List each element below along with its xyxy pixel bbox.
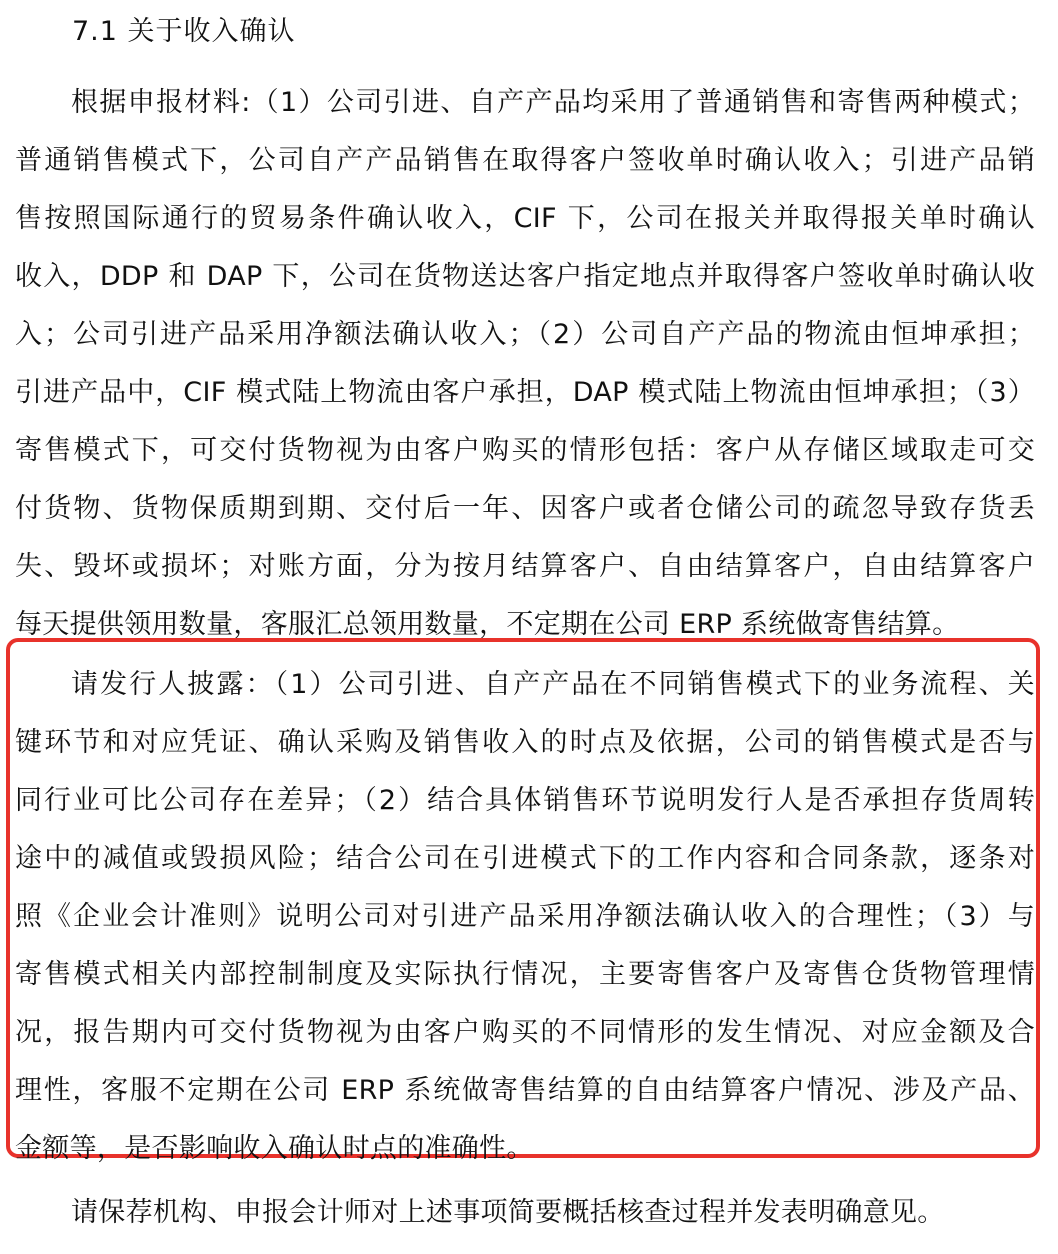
text-line: 寄售模式下，可交付货物视为由客户购买的情形包括：客户从存储区域取走可交 (15, 435, 1035, 466)
text-line: 理性，客服不定期在公司 ERP 系统做寄售结算的自由结算客户情况、涉及产品、 (15, 1075, 1035, 1106)
text-line: 寄售模式相关内部控制制度及实际执行情况，主要寄售客户及寄售仓货物管理情 (15, 959, 1035, 990)
section-heading: 7.1 关于收入确认 (72, 16, 296, 47)
text-line: 同行业可比公司存在差异；（2）结合具体销售环节说明发行人是否承担存货周转 (15, 785, 1035, 816)
text-line: 引进产品中，CIF 模式陆上物流由客户承担，DAP 模式陆上物流由恒坤承担；（3） (15, 377, 1035, 408)
text-line: 照《企业会计准则》说明公司对引进产品采用净额法确认收入的合理性；（3）与 (15, 901, 1035, 932)
text-line: 收入，DDP 和 DAP 下，公司在货物送达客户指定地点并取得客户签收单时确认收 (15, 261, 1035, 292)
text-line: 途中的减值或毁损风险；结合公司在引进模式下的工作内容和合同条款，逐条对 (15, 843, 1035, 874)
paragraph-disclosure-request (15, 656, 1035, 1178)
text-line: 售按照国际通行的贸易条件确认收入，CIF 下，公司在报关并取得报关单时确认 (15, 203, 1035, 234)
text-line: 入；公司引进产品采用净额法确认收入；（2）公司自产产品的物流由恒坤承担； (15, 319, 1035, 350)
paragraph-verification-request (15, 1184, 1035, 1242)
text-line: 请保荐机构、申报会计师对上述事项简要概括核查过程并发表明确意见。 (71, 1197, 945, 1228)
text-line: 付货物、货物保质期到期、交付后一年、因客户或者仓储公司的疏忽导致存货丢 (15, 493, 1035, 524)
text-line: 金额等，是否影响收入确认时点的准确性。 (15, 1133, 534, 1164)
text-line: 键环节和对应凭证、确认采购及销售收入的时点及依据，公司的销售模式是否与 (15, 727, 1035, 758)
text-line: 失、毁坏或损坏；对账方面，分为按月结算客户、自由结算客户，自由结算客户 (15, 551, 1035, 582)
text-line: 根据申报材料:（1）公司引进、自产产品均采用了普通销售和寄售两种模式； (71, 87, 1035, 118)
text-line: 况，报告期内可交付货物视为由客户购买的不同情形的发生情况、对应金额及合 (15, 1017, 1035, 1048)
text-line: 普通销售模式下，公司自产产品销售在取得客户签收单时确认收入；引进产品销 (15, 145, 1035, 176)
paragraph-application-materials (15, 74, 1035, 654)
text-line: 每天提供领用数量，客服汇总领用数量，不定期在公司 ERP 系统做寄售结算。 (15, 609, 960, 640)
text-line: 请发行人披露：（1）公司引进、自产产品在不同销售模式下的业务流程、关 (71, 669, 1035, 700)
